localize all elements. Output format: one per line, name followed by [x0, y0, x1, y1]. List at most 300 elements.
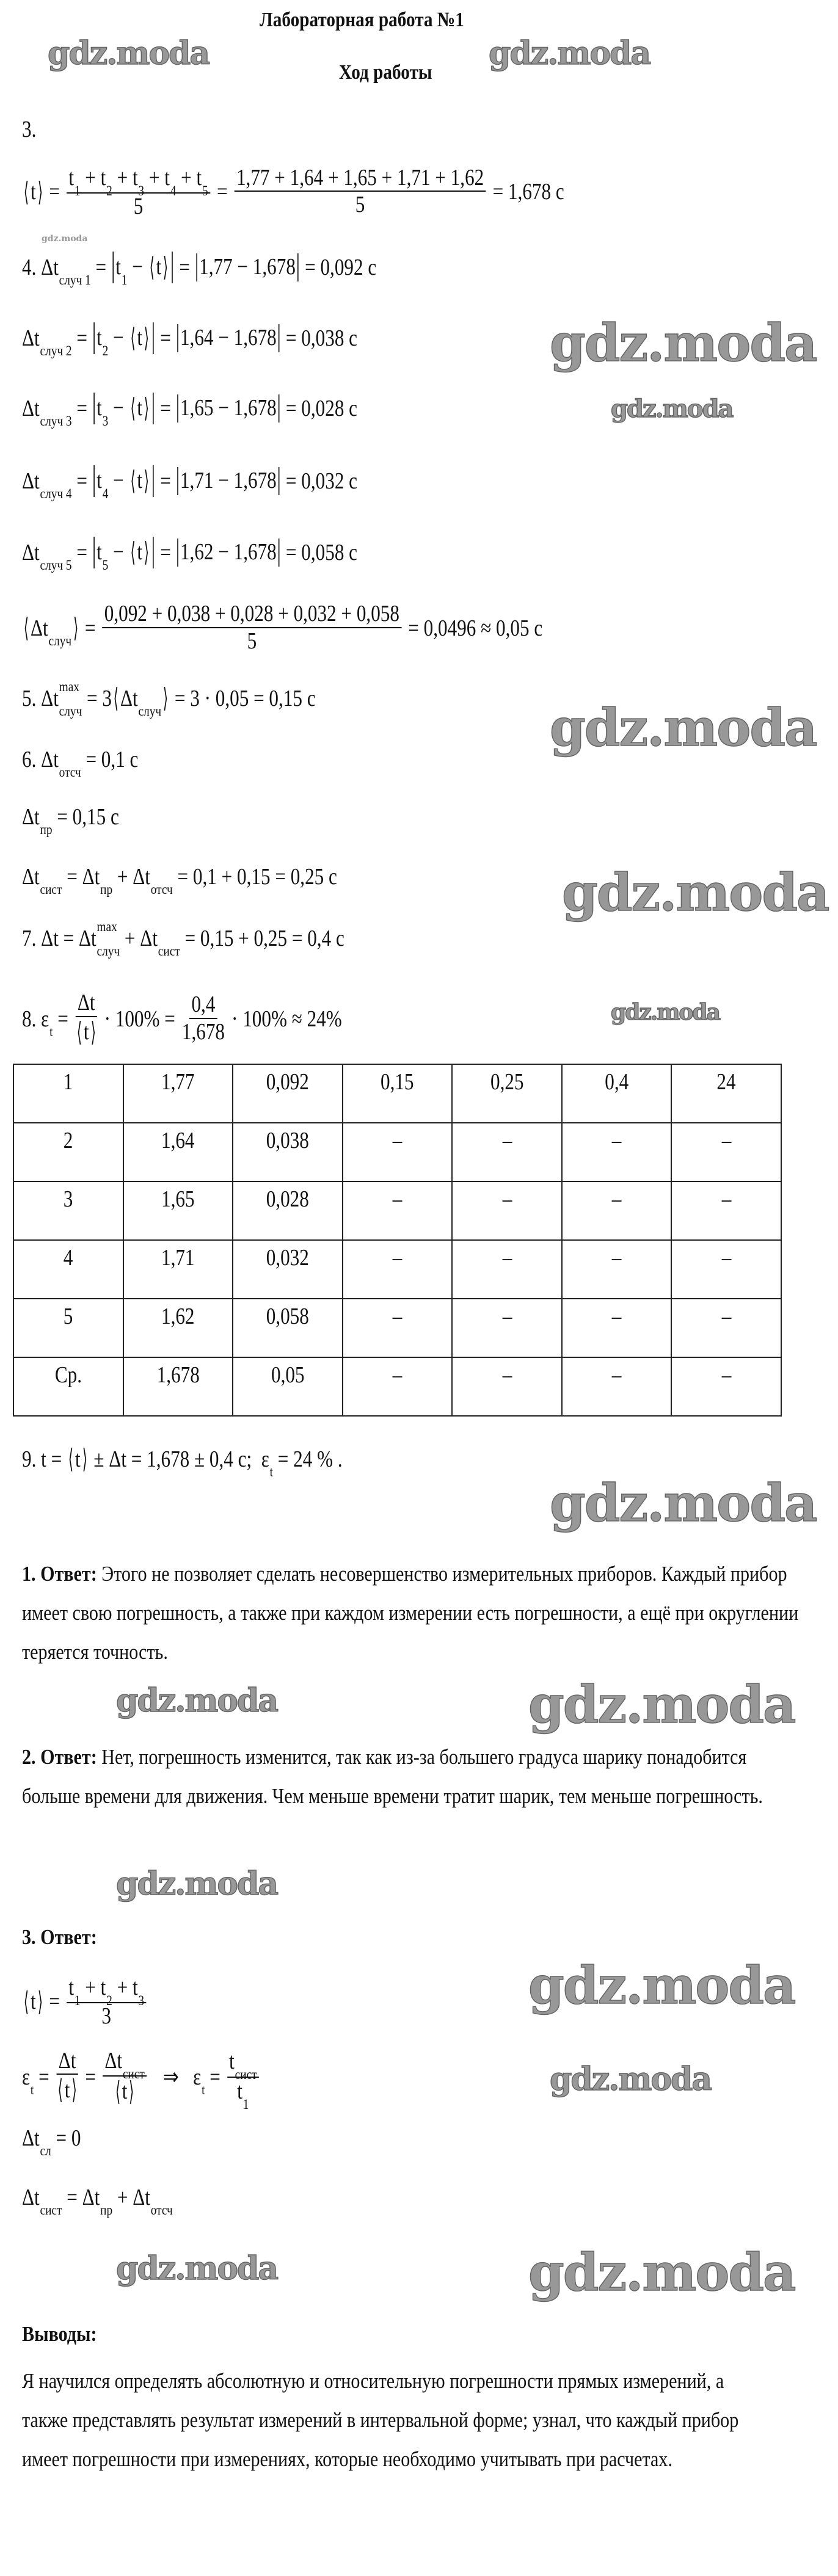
left-angle-bracket: ⟨ [130, 466, 136, 496]
cell-value: – [502, 1245, 512, 1271]
subscript: случ [48, 633, 72, 649]
cell-value: – [611, 1245, 622, 1271]
math-text: t [137, 325, 143, 351]
superscript [202, 2059, 205, 2073]
superscript [40, 858, 62, 873]
math-symbol [132, 164, 145, 199]
table-cell [233, 1181, 343, 1240]
cell-value: – [721, 1245, 731, 1271]
math-text: Δt [58, 2047, 76, 2073]
cell-value: 0,15 [381, 1069, 414, 1095]
math-symbol [164, 164, 177, 199]
subscript: случ [97, 943, 120, 959]
symbol-base: t [132, 1974, 138, 2000]
symbol-base: Δt [41, 255, 59, 281]
math-symbol [140, 924, 180, 959]
absolute-value [177, 467, 280, 495]
math-text: 1,77 + 1,64 + 1,65 + 1,71 + 1,62 [236, 164, 484, 190]
symbol-base: t [97, 468, 102, 494]
subscript: 4 [170, 183, 177, 199]
right-angle-bracket: ⟩ [144, 466, 150, 496]
right-angle-bracket: ⟩ [163, 253, 169, 282]
table-cell [343, 1064, 453, 1123]
fraction-denominator [182, 1019, 225, 1046]
table-cell [562, 1240, 672, 1299]
watermark-logo: gdz.moda [489, 35, 650, 72]
superscript [123, 2043, 145, 2058]
right-angle-bracket: ⟩ [73, 614, 79, 644]
math-text: 0,4 [191, 992, 216, 1018]
subscript: t [30, 2081, 34, 2098]
subscript: сл [40, 2142, 51, 2159]
cell-value: 1,64 [161, 1128, 195, 1153]
left-angle-bracket: ⟨ [115, 2077, 120, 2107]
math-text: = [90, 255, 111, 281]
symbol-base: Δt [30, 615, 48, 641]
math-symbol [22, 2063, 34, 2098]
math-text: = [34, 2064, 54, 2090]
table-cell [343, 1181, 453, 1240]
symbol-scripts [150, 2183, 173, 2218]
math-fraction [75, 990, 98, 1048]
symbol-base: t [237, 2078, 242, 2105]
math-text: = [80, 2064, 101, 2090]
math-text: = [155, 468, 176, 495]
math-symbol [22, 394, 72, 430]
math-text: = [44, 179, 65, 205]
subscript: отсч [59, 764, 81, 780]
symbol-base: Δt [22, 2125, 40, 2151]
formula-systematic-sum [22, 2183, 173, 2218]
cell-value: – [721, 1128, 731, 1153]
table-cell [123, 1064, 233, 1123]
superscript [103, 463, 109, 478]
symbol-base: ε [22, 2064, 31, 2090]
superscript [151, 2179, 173, 2194]
answer-1-text: Этого не позволяет сделать несовершенство измерительных приборов. Каждый прибор имеет свою погрешность, а также при каждом измерении есть погрешности, а ещё при округлении теряется точность. [22, 1562, 799, 1664]
right-angle-bracket: ⟩ [144, 538, 150, 567]
symbol-scripts [74, 164, 81, 199]
right-angle-bracket: ⟩ [37, 1987, 43, 2017]
symbol-base: Δt [41, 685, 59, 711]
mean-brackets [128, 393, 151, 424]
watermark-logo: gdz.moda [116, 1865, 278, 1903]
subscript: пр [100, 881, 113, 898]
math-text: + [112, 2184, 133, 2210]
mean-brackets [22, 612, 80, 649]
subscript: отсч [150, 2202, 173, 2218]
table-cell [343, 1240, 453, 1299]
symbol-scripts [138, 684, 162, 719]
cell-value: 1,65 [161, 1186, 195, 1212]
superscript [40, 799, 53, 813]
math-text: = [53, 1006, 73, 1032]
formula-systematic-error [22, 862, 337, 898]
cell-value: – [392, 1128, 403, 1153]
right-angle-bracket: ⟩ [144, 394, 150, 423]
cell-value: – [502, 1362, 512, 1388]
math-text: = 0 [51, 2125, 81, 2151]
math-symbol [30, 614, 72, 649]
superscript [100, 858, 112, 873]
math-symbol [22, 2124, 51, 2159]
table-cell [452, 1299, 562, 1357]
symbol-base: Δt [22, 396, 40, 422]
symbol-scripts [138, 1973, 145, 2009]
cell-value: – [392, 1245, 403, 1271]
math-text: 1,678 [181, 1019, 225, 1045]
table-cell [13, 1240, 123, 1299]
formula-random-error-1 [22, 252, 377, 289]
subscript: 2 [102, 343, 109, 360]
table-cell [671, 1240, 781, 1299]
symbol-scripts [122, 2047, 145, 2082]
symbol-scripts [100, 2183, 113, 2218]
superscript [235, 2044, 257, 2059]
table-cell [233, 1064, 343, 1123]
cell-value: – [392, 1186, 403, 1212]
math-symbol [79, 919, 120, 959]
absolute-value [93, 465, 154, 503]
superscript [40, 2179, 62, 2194]
cell-value: – [502, 1128, 512, 1153]
mean-brackets [22, 176, 45, 208]
math-text: Δt [77, 990, 95, 1015]
math-text: − [108, 395, 129, 421]
right-angle-bracket: ⟩ [90, 1017, 96, 1047]
subscript: 1 [242, 2097, 249, 2113]
math-fraction [182, 992, 225, 1045]
watermark-logo: gdz.moda [48, 35, 210, 72]
table-row [13, 1299, 781, 1357]
symbol-base: Δt [82, 2184, 100, 2210]
symbol-scripts [121, 253, 128, 289]
math-text: 5 [133, 194, 144, 220]
math-symbol [115, 253, 128, 289]
math-text: 5. [22, 685, 42, 711]
math-text: + [112, 164, 133, 190]
table-cell [123, 1181, 233, 1240]
math-text: − [108, 539, 129, 565]
formula-max-random-error [22, 678, 316, 719]
left-angle-bracket: ⟨ [68, 1445, 74, 1474]
math-text: t [64, 2077, 70, 2103]
math-text: = [155, 396, 176, 422]
symbol-base: t [164, 164, 170, 190]
mean-brackets [128, 322, 151, 354]
conclusion-label [22, 2315, 127, 2354]
superscript [202, 160, 208, 175]
table-cell [671, 1064, 781, 1123]
cell-value: 0,032 [266, 1245, 309, 1271]
mean-brackets [128, 537, 151, 568]
mean-brackets [128, 465, 151, 497]
subscript: отсч [150, 881, 173, 898]
symbol-base: Δt [22, 325, 40, 352]
table-cell [13, 1064, 123, 1123]
fraction-numerator [67, 164, 210, 199]
formula-reading-error [22, 745, 139, 780]
symbol-base: Δt [22, 2184, 40, 2210]
cell-value: 1,678 [156, 1362, 200, 1388]
mean-brackets [148, 252, 170, 283]
math-text: 5 [247, 628, 257, 654]
math-text: 6. [22, 746, 42, 772]
formula-mean-random-error [22, 601, 542, 655]
table-cell [123, 1240, 233, 1299]
symbol-scripts [40, 802, 53, 838]
superscript [158, 920, 180, 935]
right-angle-bracket: ⟩ [144, 324, 150, 353]
symbol-base: Δt [22, 468, 40, 495]
math-symbol [68, 1973, 81, 2009]
math-text: = [80, 615, 101, 641]
right-angle-bracket: ⟩ [82, 1445, 87, 1474]
math-text: = 0,15 с [52, 804, 119, 830]
cell-value: 2 [63, 1128, 73, 1153]
superscript [106, 1970, 112, 1984]
watermark-logo: gdz.moda [528, 2242, 795, 2302]
math-fraction [102, 601, 401, 655]
watermark-logo: gdz.moda [550, 313, 817, 373]
cell-value: – [721, 1362, 731, 1388]
math-symbol [261, 1445, 274, 1480]
math-fraction [235, 165, 486, 219]
symbol-scripts [40, 862, 62, 898]
formula-relative-systematic [22, 2047, 261, 2113]
math-text: = 0,1 с [81, 746, 139, 772]
results-table [13, 1064, 782, 1417]
table-cell [452, 1181, 562, 1240]
math-fraction [103, 2047, 147, 2107]
superscript [103, 535, 109, 550]
math-text: + [112, 1974, 133, 2000]
table-cell [123, 1299, 233, 1357]
math-text: = [62, 2184, 82, 2210]
subscript: 2 [106, 183, 112, 199]
math-text: 3 [101, 2003, 111, 2030]
watermark-logo: gdz.moda [611, 394, 733, 423]
watermark-logo: gdz.moda [611, 1000, 720, 1025]
step-3-label: 3. [22, 117, 37, 142]
math-text: − [108, 468, 129, 494]
superscript [106, 160, 112, 175]
subscript: 1 [74, 1992, 81, 2009]
symbol-base: Δt [82, 863, 100, 890]
math-text: 1,71 − 1,678 [180, 468, 277, 494]
math-text: 7. Δt = [22, 925, 79, 951]
symbol-scripts [40, 2183, 62, 2218]
symbol-scripts [59, 678, 82, 719]
math-symbol [120, 684, 162, 719]
symbol-scripts [48, 614, 72, 649]
math-symbol [22, 862, 62, 898]
cell-value: Ср. [54, 1362, 82, 1388]
symbol-base: t [97, 539, 102, 565]
subscript: случ 3 [40, 413, 72, 430]
cell-value: – [502, 1186, 512, 1212]
superscript [138, 160, 144, 175]
math-symbol [132, 1973, 145, 2009]
math-symbol [41, 253, 91, 289]
left-angle-bracket: ⟨ [130, 394, 136, 423]
table-cell [13, 1299, 123, 1357]
symbol-base: t [68, 1974, 74, 2000]
math-text: ⇒ [148, 2064, 194, 2091]
math-text: t [156, 254, 162, 280]
cell-value: 5 [63, 1304, 73, 1329]
mean-brackets [67, 1443, 89, 1475]
fraction-numerator [67, 1973, 146, 2009]
superscript [59, 250, 91, 264]
math-text: = [62, 863, 82, 890]
symbol-scripts [102, 394, 109, 430]
cell-value: 3 [63, 1186, 73, 1212]
math-symbol [97, 324, 109, 360]
superscript [151, 858, 173, 873]
math-text: 4. [22, 255, 42, 281]
table-cell [671, 1357, 781, 1416]
fraction-numerator [102, 601, 401, 628]
page-title: Лабораторная работа №1 [260, 9, 464, 31]
subscript: случ 1 [59, 272, 91, 289]
table-row [13, 1123, 781, 1181]
math-symbol [229, 2048, 257, 2083]
math-text: = 0,032 с [281, 468, 358, 495]
table-cell [671, 1299, 781, 1357]
absolute-value [93, 322, 154, 360]
table-cell [562, 1064, 672, 1123]
mean-brackets [75, 1017, 98, 1048]
math-fraction [56, 2048, 79, 2106]
cell-value: 0,05 [271, 1362, 305, 1388]
symbol-base: Δt [133, 863, 150, 890]
subscript: 2 [106, 1992, 112, 2009]
math-text: 1,77 − 1,678 [199, 254, 296, 280]
left-angle-bracket: ⟨ [130, 324, 136, 353]
superscript: max [97, 919, 117, 935]
mean-brackets [56, 2075, 79, 2105]
symbol-scripts [158, 924, 180, 959]
table-row [13, 1181, 781, 1240]
superscript [40, 391, 72, 405]
superscript [138, 1970, 144, 1984]
math-symbol [196, 164, 208, 199]
symbol-base: t [132, 164, 138, 190]
symbol-scripts [102, 539, 109, 574]
watermark-logo: gdz.moda [562, 862, 829, 923]
answer-3-label: 3. Ответ: [22, 1925, 97, 1949]
math-text: 1,64 − 1,678 [180, 325, 277, 351]
math-text: 1,62 − 1,678 [180, 539, 277, 565]
watermark-logo: gdz.moda [528, 1955, 795, 2015]
math-text: + [80, 1974, 101, 2000]
symbol-base: ε [261, 1446, 269, 1472]
right-angle-bracket: ⟩ [37, 177, 43, 207]
math-text: t [137, 395, 143, 421]
math-symbol [104, 2047, 145, 2082]
watermark-logo: gdz.moda [550, 697, 817, 758]
table-cell [123, 1123, 233, 1181]
cell-value: 24 [716, 1069, 736, 1095]
symbol-scripts [150, 862, 173, 898]
watermark-logo: gdz.moda [116, 2250, 278, 2287]
table-cell [343, 1299, 453, 1357]
math-text: = 0,038 с [281, 325, 358, 352]
symbol-scripts [40, 539, 72, 574]
absolute-value [93, 393, 154, 430]
table-cell [671, 1123, 781, 1181]
superscript [48, 610, 71, 625]
subscript: 5 [202, 183, 208, 199]
table-row [13, 1240, 781, 1299]
symbol-base: Δt [22, 863, 40, 890]
table-cell [562, 1357, 672, 1416]
formula-random-error-4 [22, 465, 358, 503]
watermark-logo: gdz.moda [550, 1473, 817, 1533]
math-text: + [144, 164, 165, 190]
math-text: = 0,092 с [300, 255, 377, 281]
cell-value: – [392, 1362, 403, 1388]
symbol-base: t [115, 254, 121, 280]
cell-value: 4 [63, 1245, 73, 1271]
math-text: 0,092 + 0,038 + 0,028 + 0,032 + 0,058 [104, 601, 399, 626]
math-text: = 0,1 + 0,15 = 0,25 с [172, 863, 337, 890]
conclusion-heading: Выводы: [22, 2322, 97, 2346]
subscript: пр [40, 821, 53, 838]
cell-value: – [721, 1304, 731, 1329]
cell-value: – [611, 1362, 622, 1388]
left-angle-bracket: ⟨ [23, 614, 29, 644]
math-text: + [80, 164, 101, 190]
page-subtitle: Ход работы [339, 61, 432, 84]
formula-mean-time [22, 164, 564, 220]
math-text: t [83, 1019, 89, 1045]
table-cell [452, 1357, 562, 1416]
table-cell [562, 1299, 672, 1357]
left-angle-bracket: ⟨ [23, 1987, 29, 2017]
subscript: случ 2 [40, 343, 72, 360]
math-symbol [22, 467, 72, 503]
math-text: = 0,15 + 0,25 = 0,4 с [180, 925, 344, 951]
formula-mean-three [22, 1973, 148, 2030]
cell-value: – [611, 1128, 622, 1153]
symbol-scripts [40, 394, 72, 430]
math-symbol [82, 862, 113, 898]
math-text: = 0,0496 ≈ 0,05 с [403, 615, 543, 641]
superscript [49, 1001, 53, 1015]
absolute-value [177, 324, 280, 352]
fraction-numerator [235, 165, 486, 192]
subscript: 1 [74, 183, 81, 199]
subscript: t [269, 1464, 274, 1480]
mean-brackets [112, 683, 170, 719]
superscript [75, 1970, 81, 1984]
subscript: случ [59, 703, 82, 719]
math-text: + [112, 863, 133, 890]
math-symbol [100, 1973, 112, 2009]
math-text: ± Δt = 1,678 ± 0,4 с; [89, 1446, 261, 1472]
absolute-value [177, 394, 280, 423]
table-cell [233, 1123, 343, 1181]
watermark-logo: gdz.moda [116, 1682, 278, 1719]
symbol-base: Δt [41, 746, 59, 772]
table-cell [452, 1064, 562, 1123]
absolute-value [196, 253, 299, 281]
cell-value: 0,092 [266, 1069, 309, 1095]
symbol-base: ε [41, 1006, 49, 1032]
table-row [13, 1064, 781, 1123]
